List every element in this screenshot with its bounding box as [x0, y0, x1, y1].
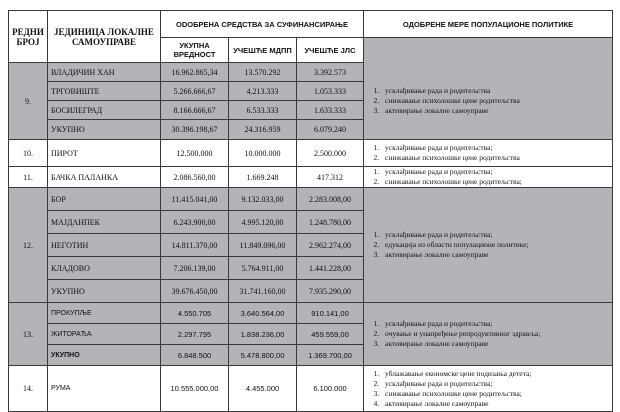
header-ucesce-jls: УЧЕШЋЕ ЈЛС	[297, 38, 364, 63]
total-value: 16.962.865,34	[161, 63, 229, 82]
mdpp-share: 3.640.564,00	[229, 303, 297, 324]
jls-share: 2.500.000	[297, 140, 364, 167]
header-mere-blank	[364, 38, 613, 63]
total-value: 8.166.666,67	[161, 101, 229, 120]
mdpp-share: 11.849.096,00	[229, 234, 297, 257]
measure-item: 1. ублажавање економске цене подизања детета;	[381, 369, 609, 379]
row-number: 11.	[9, 167, 48, 188]
total-label: УКУПНО	[48, 280, 161, 303]
table-row	[9, 140, 613, 167]
measure-item: 2. снижавање психолошке цене родитељства;	[381, 177, 609, 187]
total-value: 10.555.000,00	[161, 366, 229, 412]
table-row	[9, 167, 613, 188]
total-value: 12.500.000	[161, 140, 229, 167]
measures-cell	[364, 303, 613, 366]
total-value: 2.297.795	[161, 324, 229, 345]
mdpp-share: 13.570.292	[229, 63, 297, 82]
municipality-name: КЛАДОВО	[48, 257, 161, 280]
cofinancing-table	[8, 10, 613, 412]
measure-item: 4. активирање локалне самоуправе	[381, 399, 609, 409]
measure-item: 3. активирање локалне самоуправе	[381, 250, 609, 260]
jls-share: 1.248.780,00	[297, 211, 364, 234]
jls-share: 7.935.290,00	[297, 280, 364, 303]
row-number: 13.	[9, 303, 48, 366]
mdpp-share: 9.132.033,00	[229, 188, 297, 211]
municipality-name: БАЧКА ПАЛАНКА	[48, 167, 161, 188]
jls-share: 2.962.274,00	[297, 234, 364, 257]
measure-item: 2. снижавање психолошке цене родитељства	[381, 96, 609, 106]
total-value: 6.243.900,00	[161, 211, 229, 234]
municipality-name: БОСИЛЕГРАД	[48, 101, 161, 120]
jls-share: 417.312	[297, 167, 364, 188]
measure-item: 1. усклађивање рада и родитељства;	[381, 230, 609, 240]
header-sredstva: ODOБРЕНА СРЕДСТВА ЗА СУФИНАНСИРАЊЕ	[161, 11, 364, 38]
measure-item: 1. усклађивање рада и родитељства;	[381, 143, 609, 153]
header-jedinica: ЈЕДИНИЦА ЛОКАЛНЕ САМОУПРАВЕ	[48, 11, 161, 63]
measure-item: 1. усклађивање рада и родитељства;	[381, 167, 609, 177]
measure-item: 3. снижавање психолошке цене родитељства;	[381, 389, 609, 399]
jls-share: 1.441.228,00	[297, 257, 364, 280]
mdpp-share: 24.316.959	[229, 120, 297, 140]
measures-cell	[364, 167, 613, 188]
total-value: 7.206.139,00	[161, 257, 229, 280]
total-value: 39.676.450,00	[161, 280, 229, 303]
mdpp-share: 4.995.120,00	[229, 211, 297, 234]
total-label: УКУПНО	[48, 345, 161, 366]
header-redni-broj: РЕДНИ БРОЈ	[9, 11, 48, 63]
measures-list	[367, 230, 609, 260]
measures-cell	[364, 140, 613, 167]
row-number: 14.	[9, 366, 48, 412]
jls-share: 3.392.573	[297, 63, 364, 82]
total-label: УКУПНО	[48, 120, 161, 140]
municipality-name: ЖИТОРАЂА	[48, 324, 161, 345]
jls-share: 1.369.700,00	[297, 345, 364, 366]
municipality-name: НЕГОТИН	[48, 234, 161, 257]
jls-share: 2.283.008,00	[297, 188, 364, 211]
mdpp-share: 31.741.160,00	[229, 280, 297, 303]
measure-item: 2. едукација из области популационе политике;	[381, 240, 609, 250]
measure-item: 1. усклађивање рада и родитељства;	[381, 319, 609, 329]
jls-share: 6.079.240	[297, 120, 364, 140]
total-value: 2.086.560,00	[161, 167, 229, 188]
mdpp-share: 4.455.000	[229, 366, 297, 412]
header-ukupna-vrednost: УКУПНА ВРЕДНОСТ	[161, 38, 229, 63]
mdpp-share: 1.669.248	[229, 167, 297, 188]
jls-share: 1.633.333	[297, 101, 364, 120]
row-number: 12.	[9, 188, 48, 303]
total-value: 5.266.666,67	[161, 82, 229, 101]
measures-list	[367, 369, 609, 409]
row-number: 9.	[9, 63, 48, 140]
mdpp-share: 10.000.000	[229, 140, 297, 167]
table-row	[9, 303, 613, 324]
measures-cell	[364, 63, 613, 140]
municipality-name: ПРОКУПЉЕ	[48, 303, 161, 324]
jls-share: 1.053.333	[297, 82, 364, 101]
measures-list	[367, 319, 609, 349]
table-row	[9, 63, 613, 82]
measure-item: 2. очување и унапређење репродуктивног здравља;	[381, 329, 609, 339]
municipality-name: ТРГОВИШТЕ	[48, 82, 161, 101]
header-ucesce-mdpp: УЧЕШЋЕ МДПП	[229, 38, 297, 63]
total-value: 6.848.500	[161, 345, 229, 366]
mdpp-share: 5.478.800,00	[229, 345, 297, 366]
municipality-name: БОР	[48, 188, 161, 211]
total-value: 11.415.041,00	[161, 188, 229, 211]
table-row	[9, 366, 613, 412]
mdpp-share: 4.213.333	[229, 82, 297, 101]
measure-item: 3. активирање локалне самоуправе	[381, 106, 609, 116]
table-row	[9, 188, 613, 211]
total-value: 4.550.705	[161, 303, 229, 324]
measures-list	[367, 143, 609, 163]
mdpp-share: 5.764.911,00	[229, 257, 297, 280]
jls-share: 6.100.000	[297, 366, 364, 412]
measure-item: 3. активирање локалне самоуправе	[381, 339, 609, 349]
measures-cell	[364, 188, 613, 303]
municipality-name: МАЈДАНПЕК	[48, 211, 161, 234]
total-value: 30.396.198,67	[161, 120, 229, 140]
measure-item: 1. усклађивање рада и родитељства	[381, 86, 609, 96]
jls-share: 459.559,00	[297, 324, 364, 345]
measures-list	[367, 86, 609, 116]
measures-list	[367, 167, 609, 187]
municipality-name: ВЛАДИЧИН ХАН	[48, 63, 161, 82]
header-mere: ОДОБРЕНЕ МЕРЕ ПОПУЛАЦИОНЕ ПОЛИТИКЕ	[364, 11, 613, 38]
jls-share: 910.141,00	[297, 303, 364, 324]
measure-item: 2. усклађивање рада и родитељства;	[381, 379, 609, 389]
row-number: 10.	[9, 140, 48, 167]
mdpp-share: 1.838.236,00	[229, 324, 297, 345]
mdpp-share: 6.533.333	[229, 101, 297, 120]
municipality-name: ПИРОТ	[48, 140, 161, 167]
measures-cell	[364, 366, 613, 412]
municipality-name: РУМА	[48, 366, 161, 412]
total-value: 14.811.370,00	[161, 234, 229, 257]
measure-item: 2. снижавање психолошке цене родитељства	[381, 153, 609, 163]
